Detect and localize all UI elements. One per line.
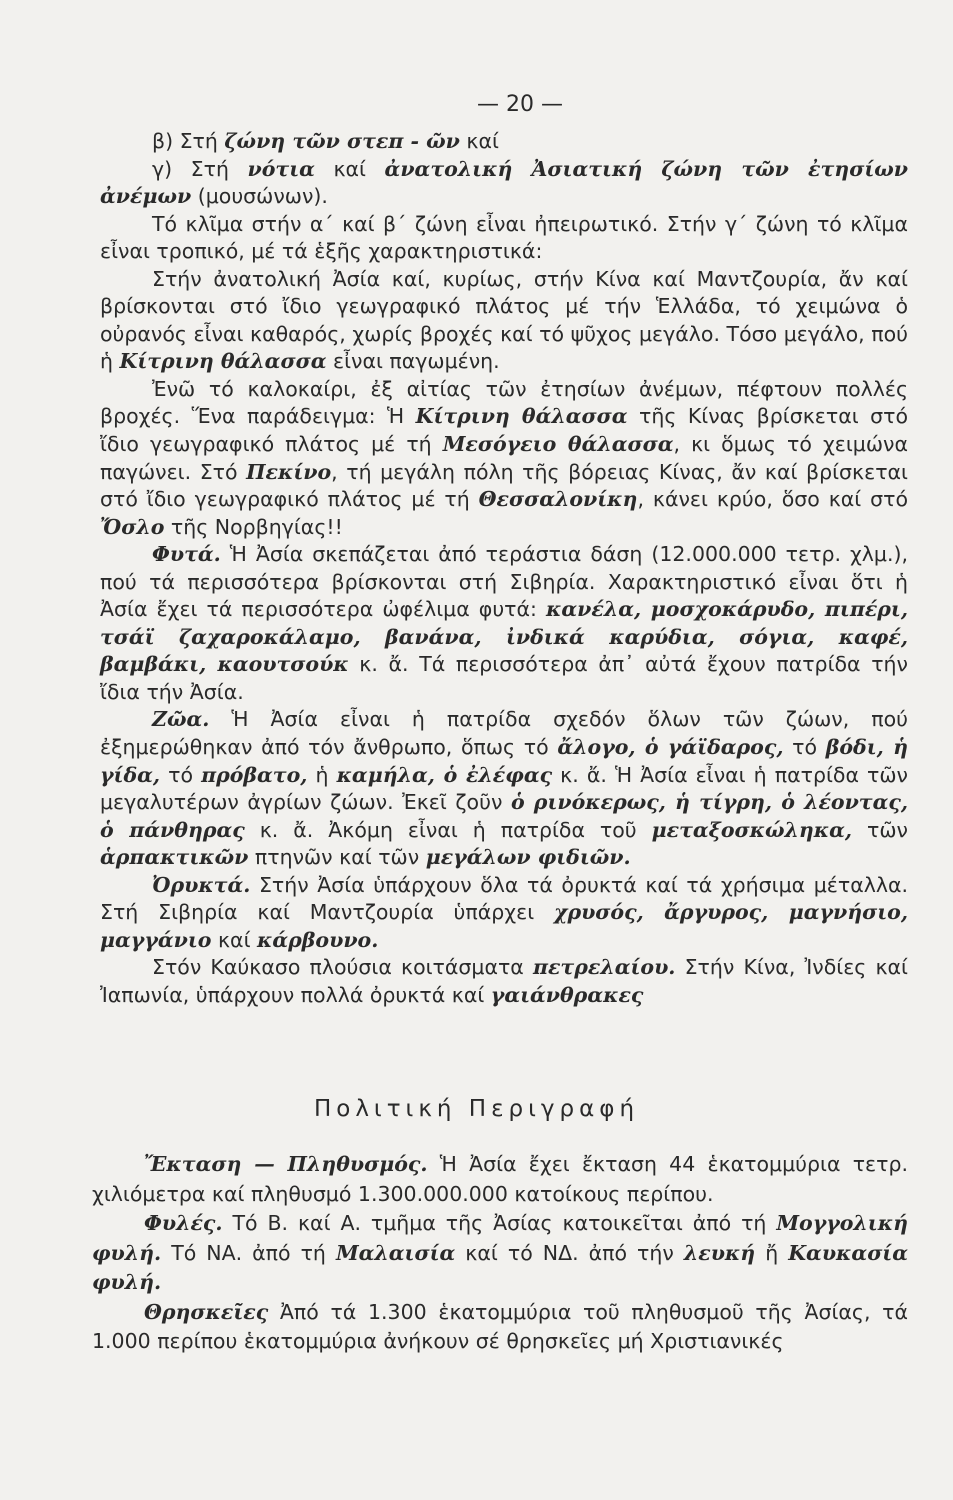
text: Στήν ἀνατολική Ἀσία καί, κυρίως, στήν Κίνα καί Μαντζουρία, ἄν καί βρίσκονται στό ἴδιο γεωγραφικό πλάτος μέ τήν Ἑλλάδα, τό χειμώνα ὁ οὐρανός εἶναι καθαρός, χωρίς βροχές καί τό ψῦχος μεγάλο. Τόσο μεγάλο, πού ἡ — [100, 266, 908, 374]
section-political — [92, 1150, 908, 1357]
section-climate-nature — [100, 128, 908, 1010]
text: τῆς Κίνας βρίσκεται στό ἴδιο γεωγραφικό πλάτος μέ τή — [100, 404, 908, 457]
emphasis: μεταξοσκώληκα, — [651, 817, 853, 842]
emphasis: Φυτά. — [152, 542, 221, 567]
emphasis: μεγάλων φιδιῶν. — [425, 845, 631, 870]
emphasis: ἄλογο, ὁ γάϊδαρος, — [557, 735, 784, 760]
text: , κάνει κρύο, ὅσο καί στό — [637, 487, 908, 512]
emphasis: χρυσός, ἄργυρος, μαγνήσιο, μαγγάνιο — [100, 900, 908, 952]
text: Ἡ Ἀσία ἔχει ἔκταση 44 ἑκατομμύρια τετρ. χιλιόμετρα καί πληθυσμό 1.300.000.000 κατοίκους περίπου. — [92, 1152, 908, 1206]
text: Τό κλῖμα στήν α΄ καί β΄ ζώνη εἶναι ἠπειρωτικό. Στήν γ΄ ζώνη τό κλῖμα εἶναι τροπικό, μέ τά ἑξῆς χαρακτηριστικά: — [100, 211, 908, 264]
text: κ. ἄ. Ἀκόμη εἶναι ἡ πατρίδα τοῦ — [244, 817, 652, 842]
emphasis: γαιάνθρακες — [490, 982, 644, 1007]
text: τό — [783, 735, 826, 760]
emphasis: ζώνη τῶν στεπ - ῶν — [224, 129, 460, 153]
emphasis: ὁ ρινόκερως, ἡ τίγρη, ὁ λέοντας, ὁ πάνθηρας — [100, 790, 908, 842]
emphasis: πετρελαίου. — [532, 955, 676, 980]
emphasis: νότια — [247, 156, 315, 181]
text: Ἀπό τά 1.300 ἑκατομμύρια τοῦ πληθυσμοῦ τῆς Ἀσίας, τά 1.000 περίπου ἑκατομμύρια ἀνήκουν σέ θρησκεῖες μή Χριστιανικές — [92, 1299, 908, 1353]
emphasis: ἁρπακτικῶν — [100, 845, 249, 870]
text: Στήν Ἀσία ὑπάρχουν ὅλα τά ὀρυκτά καί τά χρήσιμα μέταλλα. Στή Σιβηρία καί Μαντζουρία ὑπάρχει — [100, 872, 908, 925]
text: Στήν Κίνα, Ἰνδίες καί Ἰαπωνία, ὑπάρχουν πολλά ὀρυκτά καί — [100, 955, 908, 1007]
text: ἡ — [307, 762, 337, 787]
text: τό — [160, 762, 202, 787]
paragraph-oil — [100, 954, 908, 1009]
text: κ. ἄ. Τά περισσότερα ἀπ᾿ αὐτά ἔχουν πατρίδα τήν ἴδια τήν Ἀσία. — [100, 652, 908, 704]
emphasis: Μαλαισία — [335, 1240, 456, 1265]
emphasis: Μεσόγειο θάλασσα — [442, 432, 674, 457]
page-number: — 20 — — [477, 92, 563, 117]
emphasis: Πεκίνο — [246, 459, 332, 484]
text: ἤ — [755, 1240, 789, 1265]
text: Ἐνῶ τό καλοκαίρι, ἐξ αἰτίας τῶν ἐτησίων ἀνέμων, πέφτουν πολλές βροχές. Ἕνα παράδειγμα: Ἡ — [100, 376, 908, 429]
emphasis: ἀνατολική Ἀσιατική ζώνη τῶν ἐτησίων ἀνέμων — [100, 156, 908, 209]
emphasis: Καυκασία φυλή. — [92, 1240, 909, 1294]
emphasis: Ὄσλο — [100, 514, 165, 539]
text: β) Στή — [152, 129, 225, 153]
emphasis: Μογγολική φυλή. — [92, 1211, 908, 1265]
text: τῆς Νορβηγίας!! — [164, 514, 343, 539]
emphasis: Ὀρυκτά. — [152, 872, 251, 897]
text: Τό Β. καί Α. τμῆμα τῆς Ἀσίας κατοικεῖται ἀπό τή — [222, 1211, 777, 1235]
paragraph-plants — [100, 541, 908, 706]
emphasis: Θεσσαλονίκη — [478, 487, 638, 512]
paragraph-summer-rain — [100, 376, 908, 541]
paragraph-races — [92, 1209, 908, 1298]
text: , τή μεγάλη πόλη τῆς βόρειας Κίνας, ἄν καί βρίσκεται στό ἴδιο γεωγραφικό πλάτος μέ τή — [100, 459, 908, 512]
emphasis: πρόβατο, — [201, 762, 308, 787]
text: Τό ΝΑ. ἀπό τή — [161, 1240, 336, 1265]
emphasis: Κίτρινη θάλασσα — [119, 349, 327, 374]
emphasis: καμήλα, ὁ ἐλέφας — [336, 762, 553, 787]
paragraph-east-asia — [100, 266, 908, 376]
paragraph-area-population — [92, 1150, 908, 1209]
text: εἶναι παγωμένη. — [326, 349, 500, 374]
paragraph-monsoon-zone — [100, 156, 908, 211]
paragraph-climate — [100, 211, 908, 266]
emphasis: κάρβουνο. — [257, 927, 379, 952]
text: Στόν Καύκασο πλούσια κοιτάσματα — [152, 955, 533, 980]
text: καί — [211, 927, 258, 952]
text: καί τό ΝΔ. ἀπό τήν — [455, 1240, 684, 1265]
text: τῶν — [852, 817, 908, 842]
emphasis: κανέλα, μοσχοκάρυδο, πιπέρι, τσάϊ ζαχαροκάλαμο, βανάνα, ἰνδικά καρύδια, σόγια, καφέ, βαμβάκι, καουτσούκ — [100, 597, 908, 677]
section-heading: Πολιτική Περιγραφή — [313, 1096, 640, 1122]
emphasis: Κίτρινη θάλασσα — [415, 404, 628, 429]
text: Ἡ Ἀσία εἶναι ἡ πατρίδα σχεδόν ὅλων τῶν ζώων, πού ἐξημερώθηκαν ἀπό τόν ἄνθρωπο, ὅπως τό — [100, 707, 908, 760]
paragraph-minerals — [100, 872, 908, 955]
text: πτηνῶν καί τῶν — [248, 845, 426, 870]
emphasis: λευκή — [683, 1240, 756, 1265]
text: γ) Στή — [152, 156, 248, 181]
text: (μουσώνων). — [191, 184, 328, 209]
emphasis: Φυλές. — [144, 1211, 223, 1235]
paragraph-steppe-zone — [100, 128, 908, 156]
text: κ. ἄ. Ἡ Ἀσία εἶναι ἡ πατρίδα τῶν μεγαλυτέρων ἀγρίων ζώων. Ἐκεῖ ζοῦν — [100, 762, 908, 815]
paragraph-animals — [100, 706, 908, 871]
text: καί — [314, 156, 385, 181]
paragraph-religions — [92, 1298, 908, 1357]
emphasis: Ἔκταση — Πληθυσμός. — [144, 1152, 428, 1176]
emphasis: βόδι, ἡ γίδα, — [100, 735, 909, 787]
emphasis: Θρησκεῖες — [144, 1299, 269, 1324]
text: , κι ὅμως τό χειμώνα παγώνει. Στό — [100, 432, 908, 484]
text: καί — [459, 129, 499, 153]
emphasis: Ζῶα. — [152, 707, 210, 732]
text: Ἡ Ἀσία σκεπάζεται ἀπό τεράστια δάση (12.000.000 τετρ. χλμ.), πού τά περισσότερα βρίσκονται στή Σιβηρία. Χαρακτηριστικό εἶναι ὅτι ἡ Ἀσία ἔχει τά περισσότερα ὠφέλιμα φυτά: — [100, 542, 908, 622]
